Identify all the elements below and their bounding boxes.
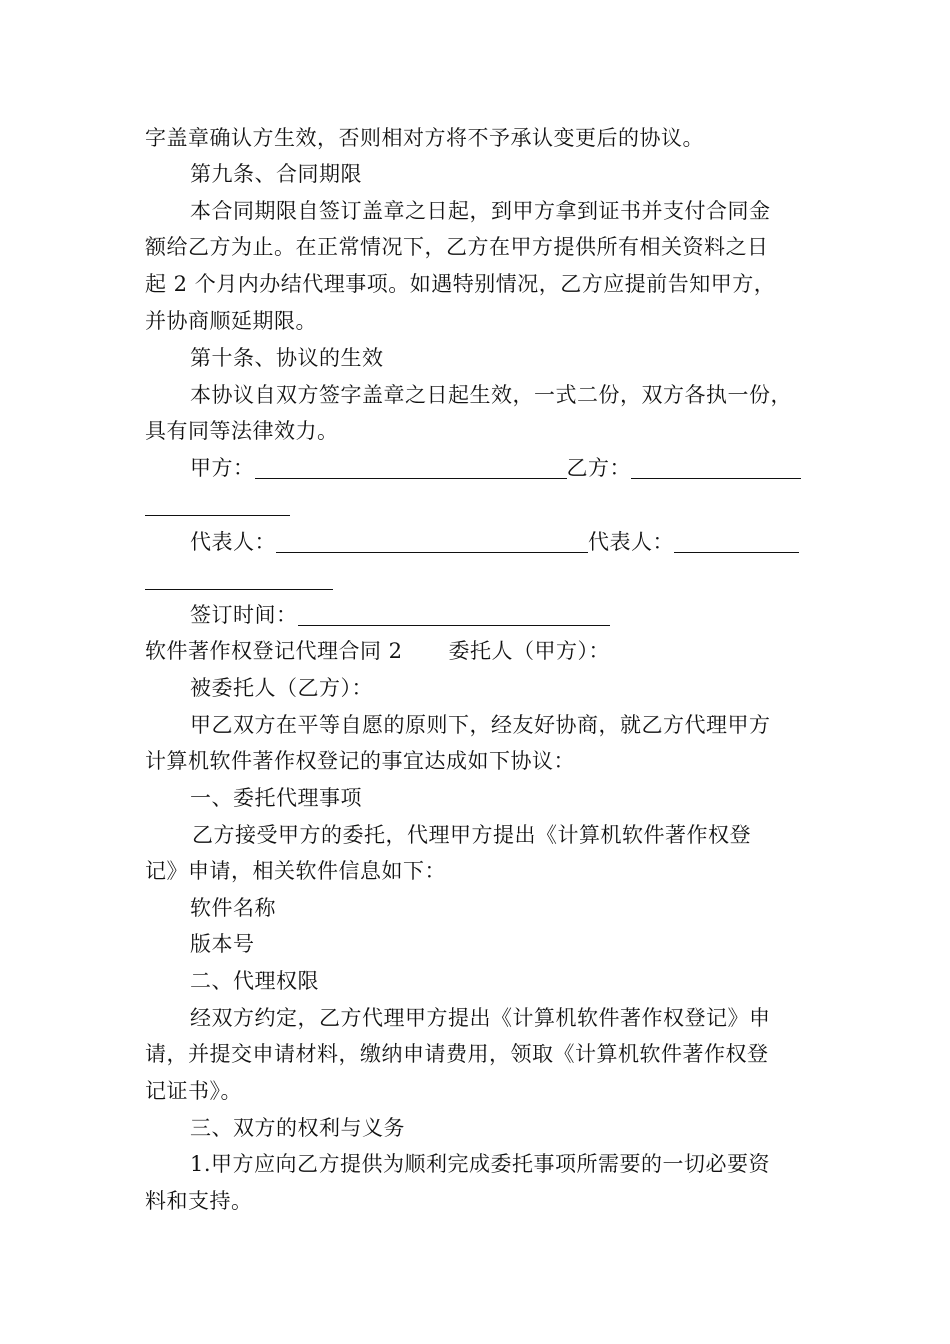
signature-continuation-row [145, 487, 290, 523]
section-heading-rights-obligations: 三、双方的权利与义务 [190, 1116, 405, 1140]
client-label: 委托人（甲方）： [448, 639, 611, 663]
paragraph-line: 乙方接受甲方的委托，代理甲方提出《计算机软件著作权登 [192, 823, 751, 847]
section-heading-entrusted-matters: 一、委托代理事项 [190, 786, 362, 810]
paragraph-line: 1.甲方应向乙方提供为顺利完成委托事项所需要的一切必要资 [190, 1152, 771, 1176]
paragraph-line: 并协商顺延期限。 [145, 309, 317, 333]
date-label: 签订时间： [190, 603, 298, 627]
section-heading-effect: 第十条、协议的生效 [190, 346, 384, 370]
signature-party-row [190, 450, 801, 486]
second-contract-title-row [145, 633, 610, 669]
paragraph-line: 本合同期限自签订盖章之日起，到甲方拿到证书并支付合同金 [190, 199, 771, 223]
rep-b-blank [674, 528, 799, 553]
signature-continuation-row [145, 561, 333, 597]
paragraph-line: 起 2 个月内办结代理事项。如遇特别情况，乙方应提前告知甲方， [145, 272, 776, 296]
party-b-blank-continued [145, 491, 290, 516]
rep-a-blank [276, 528, 588, 553]
signature-rep-row [190, 524, 799, 560]
paragraph-line: 字盖章确认方生效，否则相对方将不予承认变更后的协议。 [145, 126, 704, 150]
version-number-label: 版本号 [190, 932, 255, 956]
party-b-blank [631, 454, 801, 479]
party-b-label: 乙方： [566, 456, 631, 480]
paragraph-line: 经双方约定，乙方代理甲方提出《计算机软件著作权登记》申 [190, 1006, 771, 1030]
paragraph-line: 计算机软件著作权登记的事宜达成如下协议： [145, 749, 575, 773]
paragraph-line: 具有同等法律效力。 [145, 419, 339, 443]
paragraph-line: 额给乙方为止。在正常情况下，乙方在甲方提供所有相关资料之日 [145, 235, 769, 259]
section-heading-authority: 二、代理权限 [190, 969, 319, 993]
paragraph-line: 料和支持。 [145, 1189, 253, 1213]
paragraph-line: 记证书》。 [145, 1079, 242, 1103]
section-heading-term: 第九条、合同期限 [190, 162, 362, 186]
second-contract-title: 软件著作权登记代理合同 2 [145, 639, 403, 663]
rep-b-blank-continued [145, 565, 333, 590]
software-name-label: 软件名称 [190, 896, 276, 920]
rep-b-label: 代表人： [588, 530, 674, 554]
signature-date-row [190, 597, 610, 633]
date-blank [298, 601, 610, 626]
paragraph-line: 甲乙双方在平等自愿的原则下，经友好协商，就乙方代理甲方 [190, 713, 771, 737]
rep-a-label: 代表人： [190, 530, 276, 554]
agent-label: 被委托人（乙方）： [190, 676, 373, 700]
paragraph-line: 记》申请，相关软件信息如下： [145, 859, 446, 883]
paragraph-line: 本协议自双方签字盖章之日起生效，一式二份，双方各执一份， [190, 383, 792, 407]
paragraph-line: 请，并提交申请材料，缴纳申请费用，领取《计算机软件著作权登 [145, 1042, 769, 1066]
party-a-blank [255, 454, 567, 479]
party-a-label: 甲方： [190, 456, 255, 480]
